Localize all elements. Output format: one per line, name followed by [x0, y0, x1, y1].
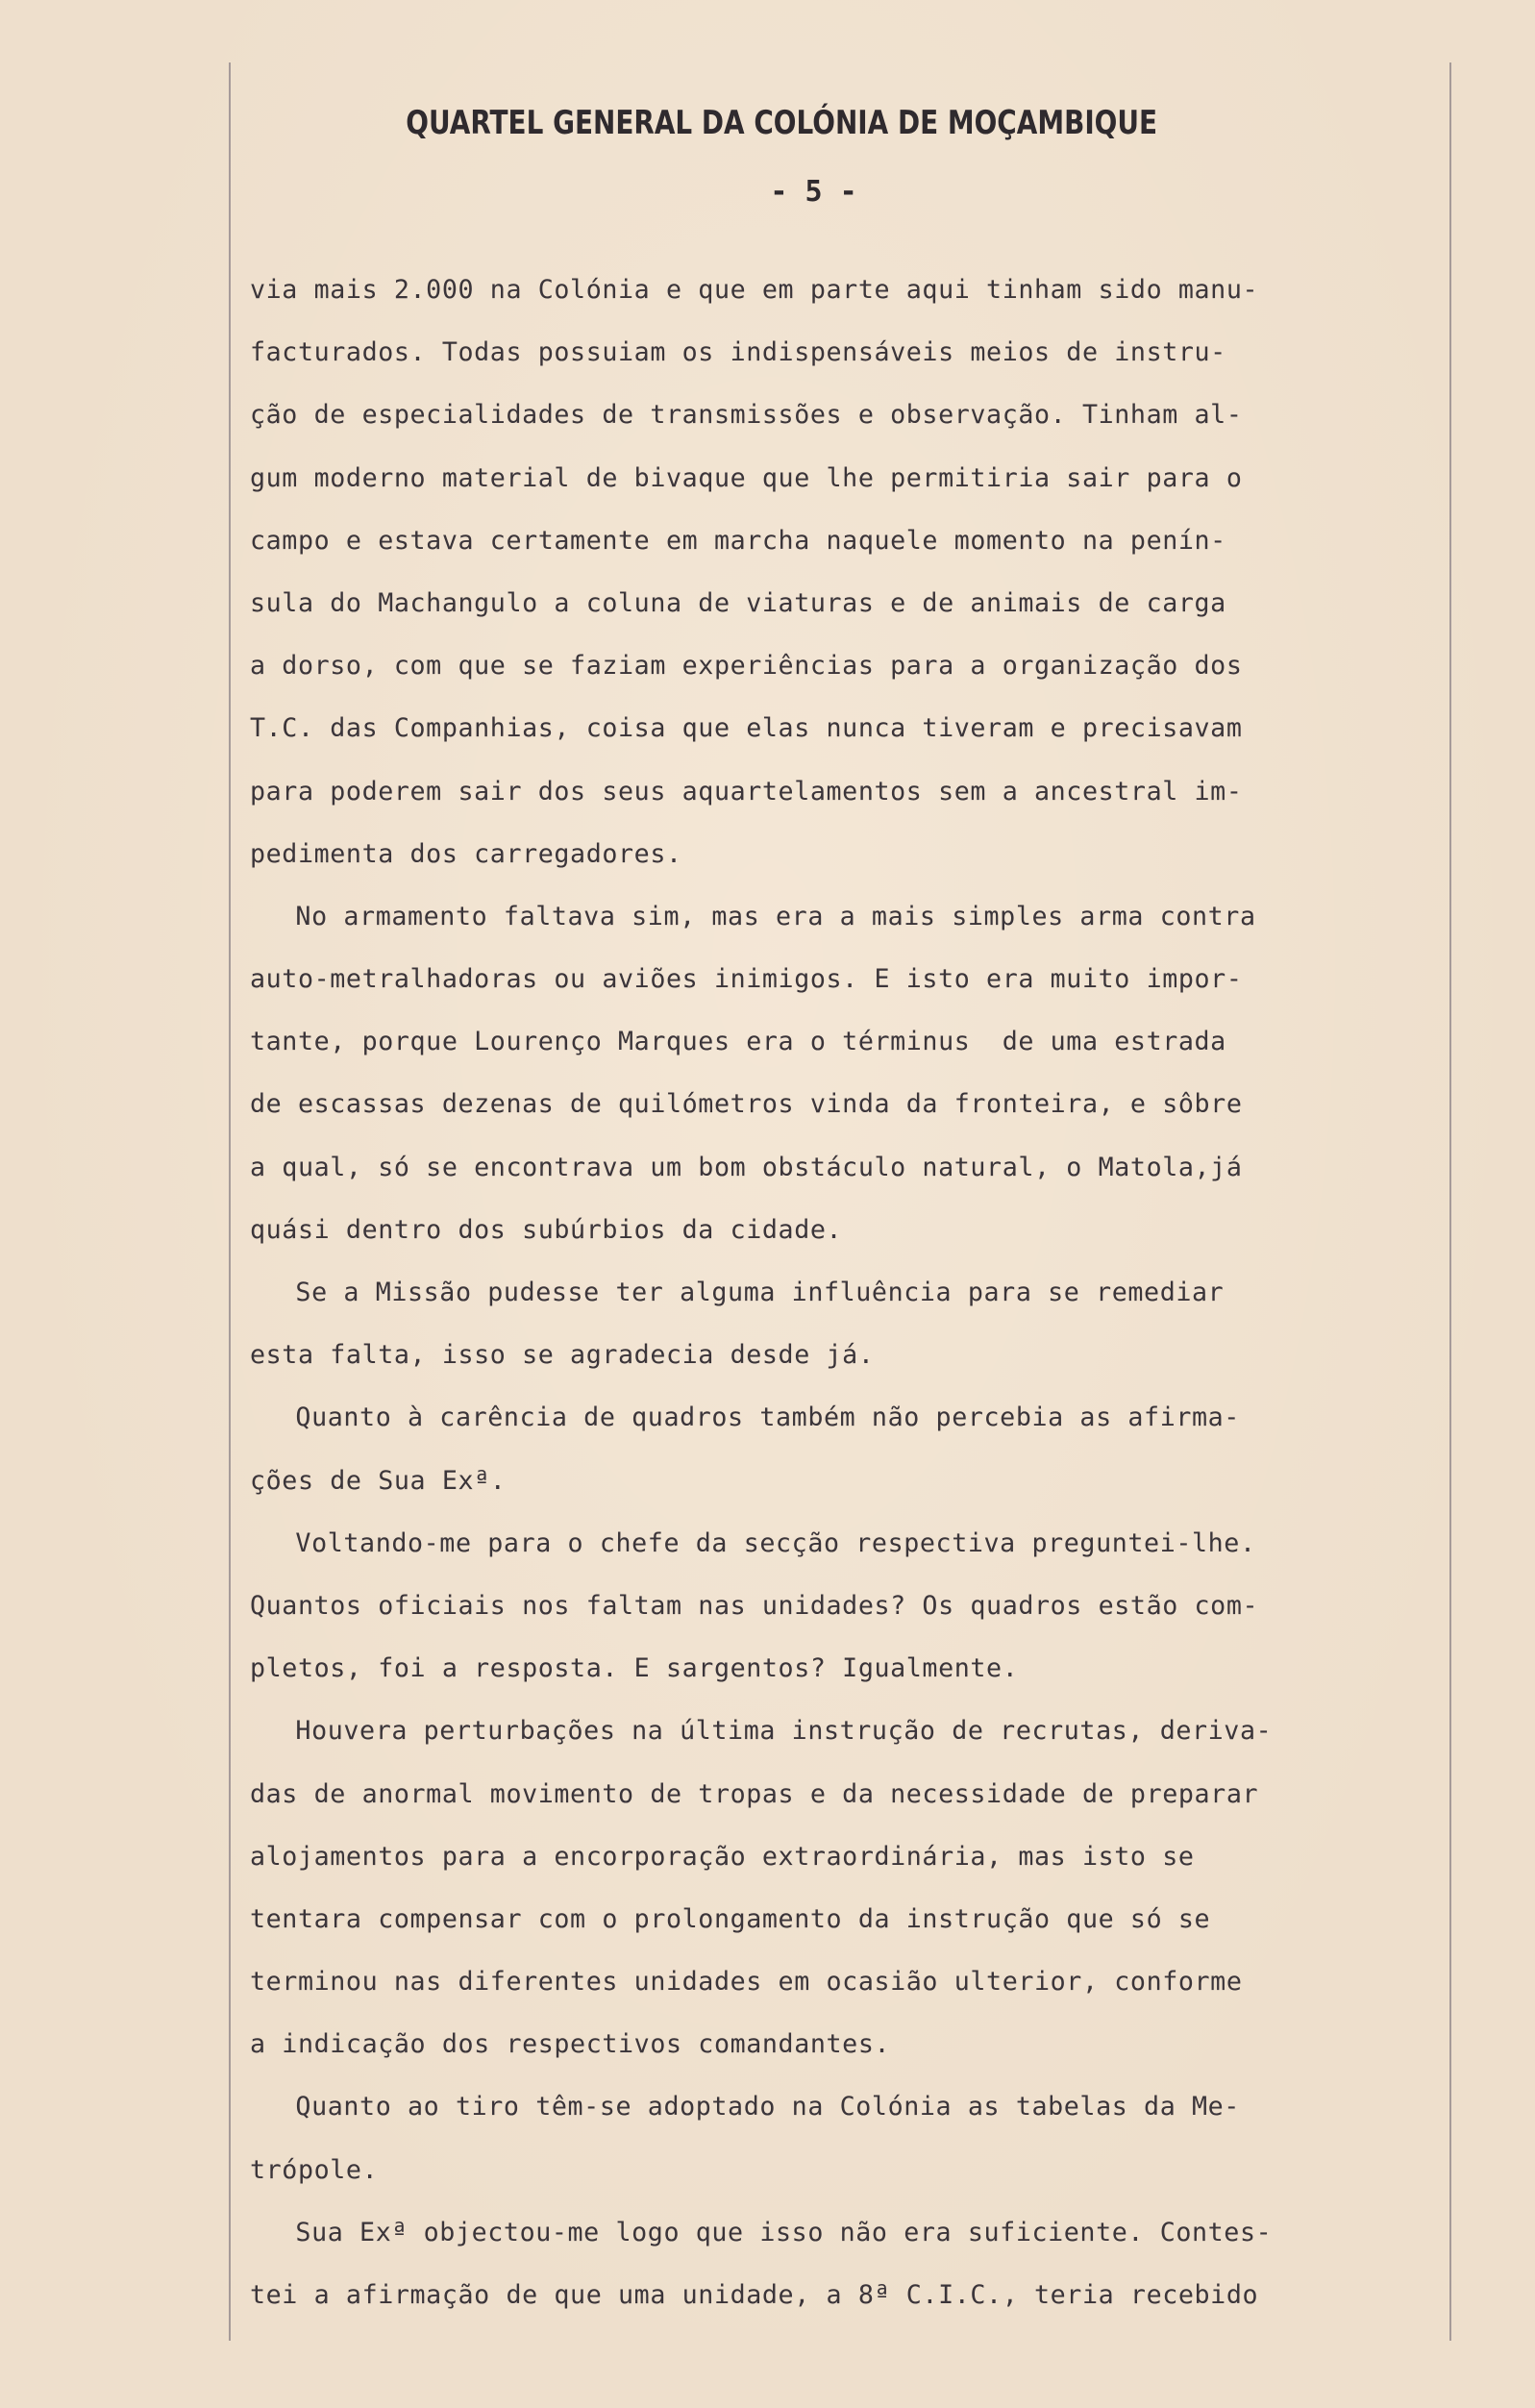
letterhead: QUARTEL GENERAL DA COLÓNIA DE MOÇAMBIQUE [406, 104, 1158, 142]
text-line: Voltando-me para o chefe da secção respectiva preguntei-lhe. [295, 1527, 1256, 1558]
text-line: ção de especialidades de transmissões e observação. Tinham al- [250, 400, 1243, 431]
text-line: facturados. Todas possuiam os indispensáveis meios de instru- [250, 337, 1226, 368]
text-line: quási dentro dos subúrbios da cidade. [250, 1214, 843, 1245]
text-line: a dorso, com que se faziam experiências para a organização dos [250, 651, 1243, 682]
text-line: pedimenta dos carregadores. [250, 838, 682, 869]
text-line: tei a afirmação de que uma unidade, a 8ª C.I.C., teria recebido [250, 2280, 1259, 2310]
text-line: para poderem sair dos seus aquartelamentos sem a ancestral im- [250, 776, 1243, 807]
text-line: campo e estava certamente em marcha naquele momento na penín- [250, 525, 1226, 556]
text-line: de escassas dezenas de quilómetros vinda da fronteira, e sôbre [250, 1089, 1243, 1120]
text-line: tante, porque Lourenço Marques era o términus de uma estrada [250, 1027, 1226, 1057]
page-number: - 5 - [770, 175, 857, 209]
text-line: a indicação dos respectivos comandantes. [250, 2029, 891, 2060]
text-line: alojamentos para a encorporação extraordinária, mas isto se [250, 1841, 1195, 1872]
text-line: Se a Missão pudesse ter alguma influência para se remediar [295, 1278, 1225, 1307]
text-line: pletos, foi a resposta. E sargentos? Igualmente. [250, 1653, 1019, 1684]
text-line: esta falta, isso se agradecia desde já. [250, 1340, 875, 1371]
text-line: via mais 2.000 na Colónia e que em parte aqui tinham sido manu- [250, 275, 1259, 305]
text-line: gum moderno material de bivaque que lhe permitiria sair para o [250, 462, 1243, 493]
left-margin-line [229, 62, 231, 2341]
text-line: ções de Sua Exª. [250, 1465, 507, 1496]
text-line: T.C. das Companhias, coisa que elas nunca tiveram e precisavam [250, 713, 1243, 744]
text-line: a qual, só se encontrava um bom obstáculo natural, o Matola,já [250, 1152, 1243, 1182]
body-text [250, 271, 1461, 2339]
text-line: Quanto à carência de quadros também não percebia as afirma- [295, 1403, 1240, 1433]
text-line: auto-metralhadoras ou aviões inimigos. E isto era muito impor- [250, 964, 1243, 995]
text-line: trópole. [250, 2154, 379, 2185]
text-line: Quanto ao tiro têm-se adoptado na Colónia as tabelas da Me- [295, 2092, 1240, 2123]
text-line: sula do Machangulo a coluna de viaturas e de animais de carga [250, 587, 1226, 618]
text-line: das de anormal movimento de tropas e da necessidade de preparar [250, 1778, 1259, 1809]
text-line: terminou nas diferentes unidades em ocasião ulterior, conforme [250, 1967, 1243, 1998]
text-line: Quantos oficiais nos faltam nas unidades? Os quadros estão com- [250, 1590, 1259, 1621]
text-line: tentara compensar com o prolongamento da instrução que só se [250, 1903, 1211, 1934]
text-line: No armamento faltava sim, mas era a mais simples arma contra [295, 901, 1256, 931]
text-line: Houvera perturbações na última instrução de recrutas, deriva- [295, 1716, 1273, 1747]
text-line: Sua Exª objectou-me logo que isso não era suficiente. Contes- [295, 2217, 1273, 2247]
